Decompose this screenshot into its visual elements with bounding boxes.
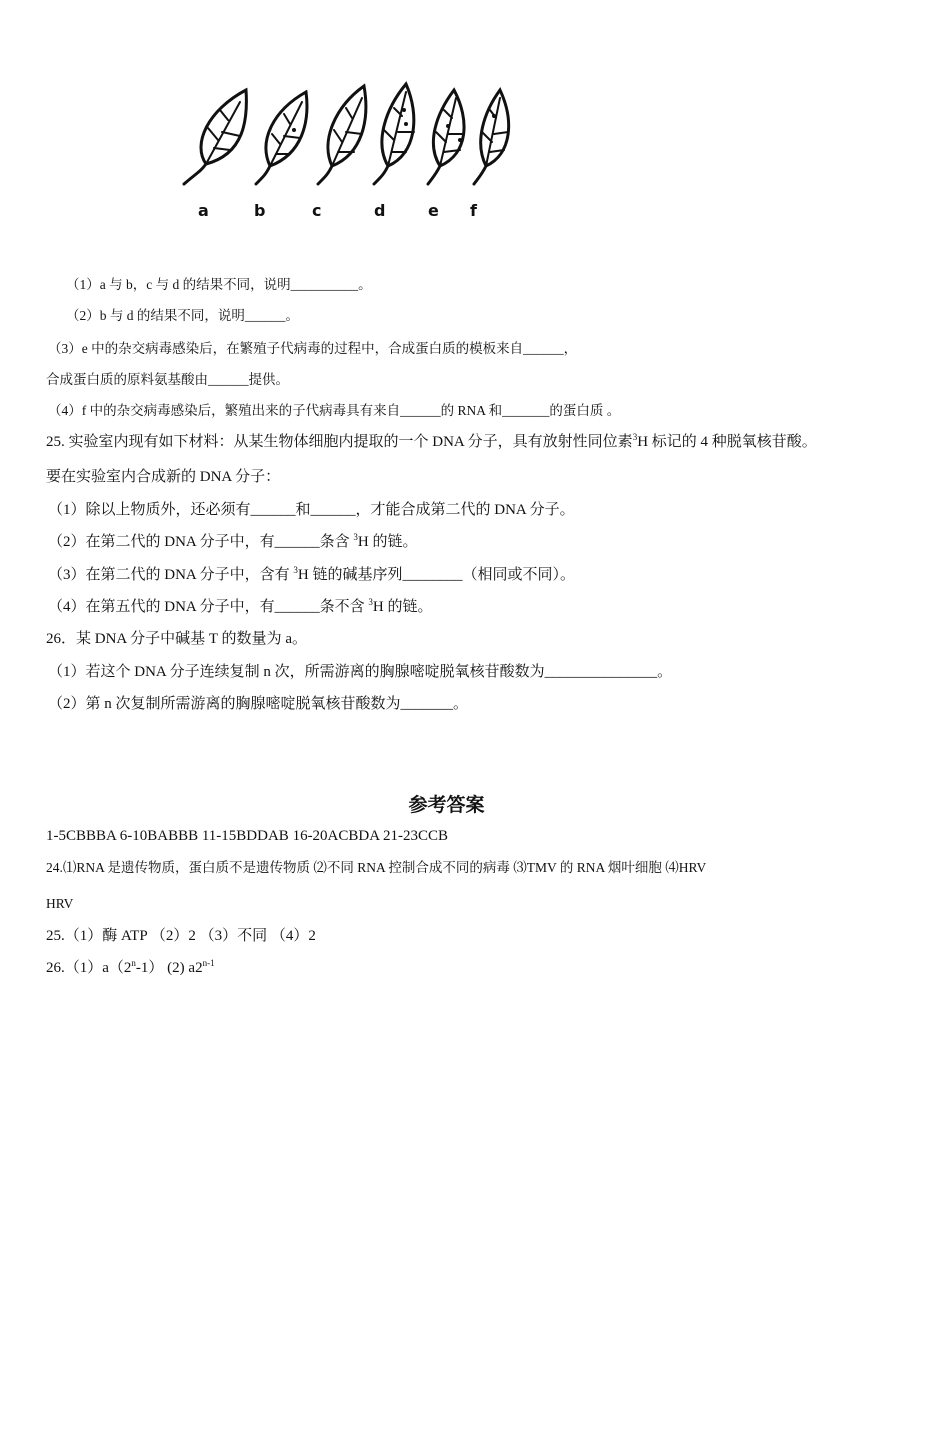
q26-part1: （1）若这个 DNA 分子连续复制 n 次，所需游离的胸腺嘧啶脱氧核苷酸数为_______________。: [48, 664, 673, 680]
leaf-b-icon: [256, 92, 307, 184]
leaf-c-icon: [318, 86, 366, 184]
leaf-f-icon: [474, 90, 509, 184]
q24-part2: （2）b 与 d 的结果不同，说明______。: [66, 308, 299, 323]
label-f: f: [470, 201, 477, 220]
q25-part2: [48, 532, 418, 552]
leaf-figure-svg: [178, 80, 518, 225]
answers-line-1: 1-5CBBBA 6-10BABBB 11-15BDDAB 16-20ACBDA 21-23CCB: [46, 828, 448, 844]
answers-title: 参考答案: [408, 794, 485, 816]
answers-line-5: [46, 958, 215, 978]
answers-line-5-sup-1: n: [131, 958, 136, 968]
q25-part2-sup: 3: [353, 532, 358, 542]
q25-intro-text-b: H 标记的 4 种脱氧核苷酸。: [637, 434, 817, 450]
q24-part1: （1）a 与 b，c 与 d 的结果不同，说明__________。: [66, 277, 372, 292]
q25-part4-sup: 3: [368, 597, 373, 607]
q25-part2-text-b: H 的链。: [357, 534, 418, 550]
answers-line-4: 25.（1）酶 ATP （2）2 （3）不同 （4）2: [46, 928, 316, 944]
label-e: e: [428, 201, 439, 220]
q25-intro-sup: 3: [632, 432, 638, 442]
q25-intro-text-a: 25. 实验室内现有如下材料：从某生物体细胞内提取的一个 DNA 分子，具有放射性同位素: [46, 434, 633, 450]
answers-line-2: 24.⑴RNA 是遗传物质，蛋白质不是遗传物质 ⑵不同 RNA 控制合成不同的病毒 ⑶TMV 的 RNA 烟叶细胞 ⑷HRV: [46, 860, 707, 875]
leaf-d-icon: [374, 84, 414, 184]
q25-part4-text-b: H 的链。: [372, 599, 433, 615]
leaf-figure: [178, 80, 518, 225]
q25-part4-text-a: （4）在第五代的 DNA 分子中，有______条不含: [48, 599, 369, 615]
label-c: c: [312, 201, 322, 220]
q26-part2: （2）第 n 次复制所需游离的胸腺嘧啶脱氧核苷酸数为_______。: [48, 696, 469, 712]
q25-part3: [48, 565, 575, 585]
q25-intro2: 要在实验室内合成新的 DNA 分子：: [46, 469, 281, 485]
q25-part3-text-b: H 链的碱基序列________（相同或不同）。: [297, 567, 576, 583]
leaf-e-icon: [428, 90, 464, 184]
label-b: b: [254, 201, 266, 220]
q25-intro: [46, 432, 817, 452]
leaf-a-icon: [184, 90, 246, 184]
q25-part4: [48, 597, 433, 617]
q25-part1: （1）除以上物质外，还必须有______和______，才能合成第二代的 DNA 分子。: [48, 502, 575, 518]
answers-line-3: HRV: [46, 896, 74, 911]
q25-part3-sup: 3: [293, 565, 298, 575]
answers-line-5-text-b: -1） (2) a2: [135, 960, 203, 976]
answers-line-5-sup-2: n-1: [202, 958, 215, 968]
label-d: d: [374, 201, 386, 220]
label-a: a: [198, 201, 209, 220]
q24-part3: （3）e 中的杂交病毒感染后，在繁殖子代病毒的过程中，合成蛋白质的模板来自______，: [48, 341, 578, 356]
q26-intro: 26．某 DNA 分子中碱基 T 的数量为 a。: [46, 631, 307, 647]
q24-part4: （4）f 中的杂交病毒感染后，繁殖出来的子代病毒具有来自______的 RNA 和_______的蛋白质 。: [48, 403, 621, 418]
q24-part3-continued: 合成蛋白质的原料氨基酸由______提供。: [46, 372, 289, 387]
q25-part2-text-a: （2）在第二代的 DNA 分子中，有______条含: [48, 534, 354, 550]
answers-line-5-text-a: 26.（1）a（2: [46, 960, 132, 976]
q25-part3-text-a: （3）在第二代的 DNA 分子中，含有: [48, 567, 294, 583]
